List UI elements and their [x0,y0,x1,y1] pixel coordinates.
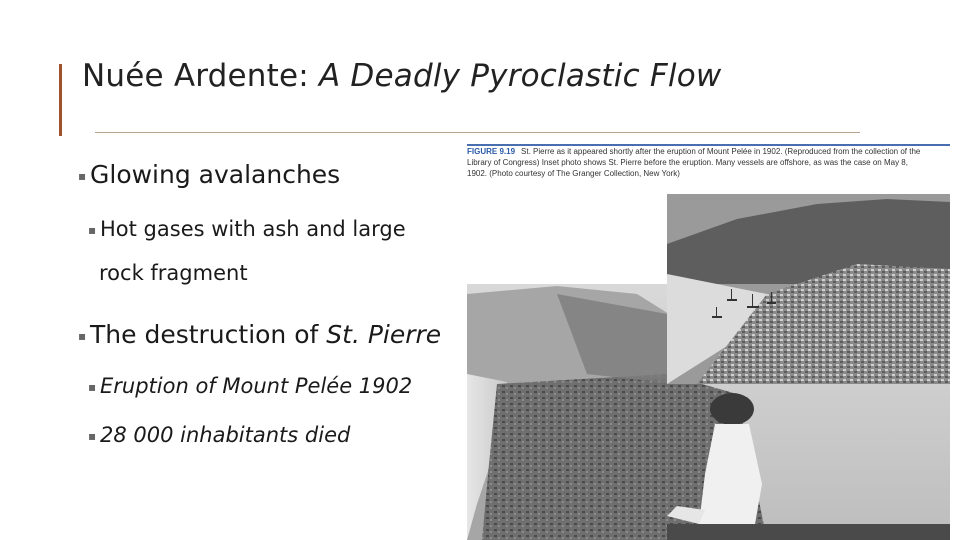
bullet-marker: ▪ [78,329,87,343]
bullet-marker: ▪ [88,223,97,237]
title-italic: A Deadly Pyroclastic Flow [318,58,722,94]
figure-label: FIGURE 9.19 [467,147,516,156]
sub-bullet-hot-gases: ▪ Hot gases with ash and large [88,217,406,241]
title-accent-bar [59,64,62,136]
bullet-marker: ▪ [88,429,97,443]
bullet-glowing-avalanches: ▪ Glowing avalanches [78,160,341,189]
sub-bullet-inhabitants: ▪ 28 000 inhabitants died [88,423,351,447]
st-pierre-photo [437,144,950,540]
sub-bullet-hot-gases-cont: rock fragment [99,261,248,285]
st-pierre-figure [437,144,950,540]
slide-title [82,58,721,94]
bullet-marker: ▪ [78,169,87,183]
title-divider [95,132,860,133]
bullet-destruction: ▪ The destruction of St. Pierre [78,320,442,349]
sub-bullet-eruption: ▪ Eruption of Mount Pelée 1902 [88,374,413,398]
title-plain: Nuée Ardente: [82,58,319,94]
bullet-marker: ▪ [88,380,97,394]
figure-caption: FIGURE 9.19 St. Pierre as it appeared shortly after the eruption of Mount Pelée in 1902. (Reproduced from the collection of the Library of Congress) Inset photo shows St. Pierre before the eruption. Many vessels are offshore, as was the case on May 8, 1902. (Photo courtesy of The Granger Collection, New York) [467,147,921,178]
